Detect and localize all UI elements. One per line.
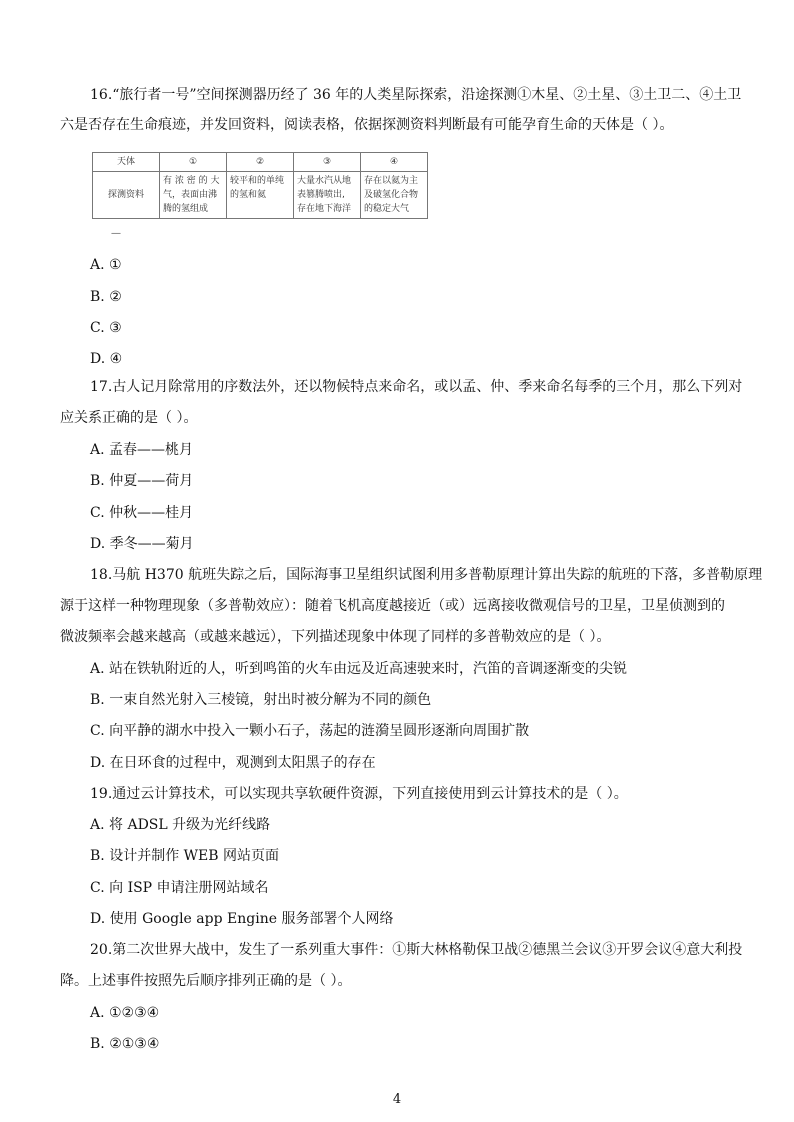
question-16-option-b: B. ② xyxy=(90,289,122,305)
table-cell-line: 气，表面由沸 xyxy=(163,190,218,200)
question-20-text-line1: 20.第二次世界大战中，发生了一系列重大事件：①斯大林格勒保卫战②德黑兰会议③开罗会议④意大利投 xyxy=(90,942,743,958)
question-19-option-d: D. 使用 Google app Engine 服务部署个人网络 xyxy=(90,911,394,927)
table-cell-line: 的稳定大气 xyxy=(364,204,410,214)
question-18-option-a: A. 站在铁轨附近的人，听到鸣笛的火车由远及近高速驶来时，汽笛的音调逐渐变的尖锐 xyxy=(90,661,628,677)
table-header-cell: 天体 xyxy=(93,153,160,172)
table-cell-line: 及破氢化合物 xyxy=(364,190,419,200)
question-16-text-line2: 六是否存在生命痕迹，并发回资料，阅读表格，依据探测资料判断最有可能孕育生命的天体是（ ）。 xyxy=(60,117,674,133)
question-18-option-d: D. 在日环食的过程中，观测到太阳黑子的存在 xyxy=(90,755,376,771)
question-20-option-b: B. ②①③④ xyxy=(90,1036,160,1052)
question-18-option-b: B. 一束自然光射入三棱镜，射出时被分解为不同的颜色 xyxy=(90,692,432,708)
table-cell xyxy=(294,172,361,219)
question-19-option-c: C. 向 ISP 申请注册网站域名 xyxy=(90,880,269,896)
question-16-option-d: D. ④ xyxy=(90,351,123,367)
question-20-option-a: A. ①②③④ xyxy=(90,1005,160,1021)
exploration-data-table xyxy=(92,152,428,219)
table-cell xyxy=(227,172,294,219)
table-cell-line: 存在地下海洋 xyxy=(297,204,352,214)
table-cell xyxy=(160,172,227,219)
page-number: 4 xyxy=(392,1092,402,1107)
table-cell-line: 有 浓 密 的 大 xyxy=(163,176,220,186)
table-cell-line: 表篡腾喷出, xyxy=(297,190,345,200)
question-18-text-line2: 源于这样一种物理现象（多普勒效应）：随着飞机高度越接近（或）远离接收微观信号的卫星，卫星侦测到的 xyxy=(60,598,725,614)
table-header-cell: ① xyxy=(160,153,227,172)
table-cell xyxy=(361,172,428,219)
stray-mark: — xyxy=(111,228,121,239)
question-17-text-line2: 应关系正确的是（ ）。 xyxy=(60,410,198,426)
question-17-option-b: B. 仲夏——荷月 xyxy=(90,473,194,489)
table-header-row xyxy=(93,153,428,172)
question-20-text-line2: 降。上述事件按照先后顺序排列正确的是（ ）。 xyxy=(60,973,352,989)
question-17-option-a: A. 孟春——桃月 xyxy=(90,442,194,458)
table-cell-line: 腾的氢组成 xyxy=(163,204,209,214)
table-cell-line: 大量水汽从地 xyxy=(297,176,352,186)
question-16-option-c: C. ③ xyxy=(90,320,122,336)
table-header-cell: ③ xyxy=(294,153,361,172)
question-18-text-line1: 18.马航 H370 航班失踪之后，国际海事卫星组织试图利用多普勒原理计算出失踪的航班的下落，多普勒原理 xyxy=(90,567,763,583)
question-17-option-c: C. 仲秋——桂月 xyxy=(90,505,194,521)
table-cell-line: 存在以氦为主 xyxy=(364,176,419,186)
table-cell-line: 较平和的单纯 xyxy=(230,176,285,186)
question-18-option-c: C. 向平静的湖水中投入一颗小石子，荡起的涟漪呈圆形逐渐向周围扩散 xyxy=(90,723,530,739)
table-header-cell: ② xyxy=(227,153,294,172)
table-cell-line: 的氢和氦 xyxy=(230,190,267,200)
table-header-cell: ④ xyxy=(361,153,428,172)
question-16-option-a: A. ① xyxy=(90,257,122,273)
table-row-label: 探测资料 xyxy=(93,172,160,219)
question-19-option-b: B. 设计并制作 WEB 网站页面 xyxy=(90,848,279,864)
table-row xyxy=(93,172,428,219)
question-17-option-d: D. 季冬——菊月 xyxy=(90,536,194,552)
question-16-text-line1: 16.“旅行者一号”空间探测器历经了 36 年的人类星际探索，沿途探测①木星、②土星、③土卫二、④土卫 xyxy=(90,87,742,103)
question-17-text-line1: 17.古人记月除常用的序数法外，还以物候特点来命名，或以孟、仲、季来命名每季的三个月，那么下列对 xyxy=(90,379,743,395)
question-18-text-line3: 微波频率会越来越高（或越来越远），下列描述现象中体现了同样的多普勒效应的是（ ）。 xyxy=(60,629,611,645)
question-19-text-line1: 19.通过云计算技术，可以实现共享软硬件资源，下列直接使用到云计算技术的是（ ）。 xyxy=(90,786,628,802)
question-19-option-a: A. 将 ADSL 升级为光纤线路 xyxy=(90,817,271,833)
